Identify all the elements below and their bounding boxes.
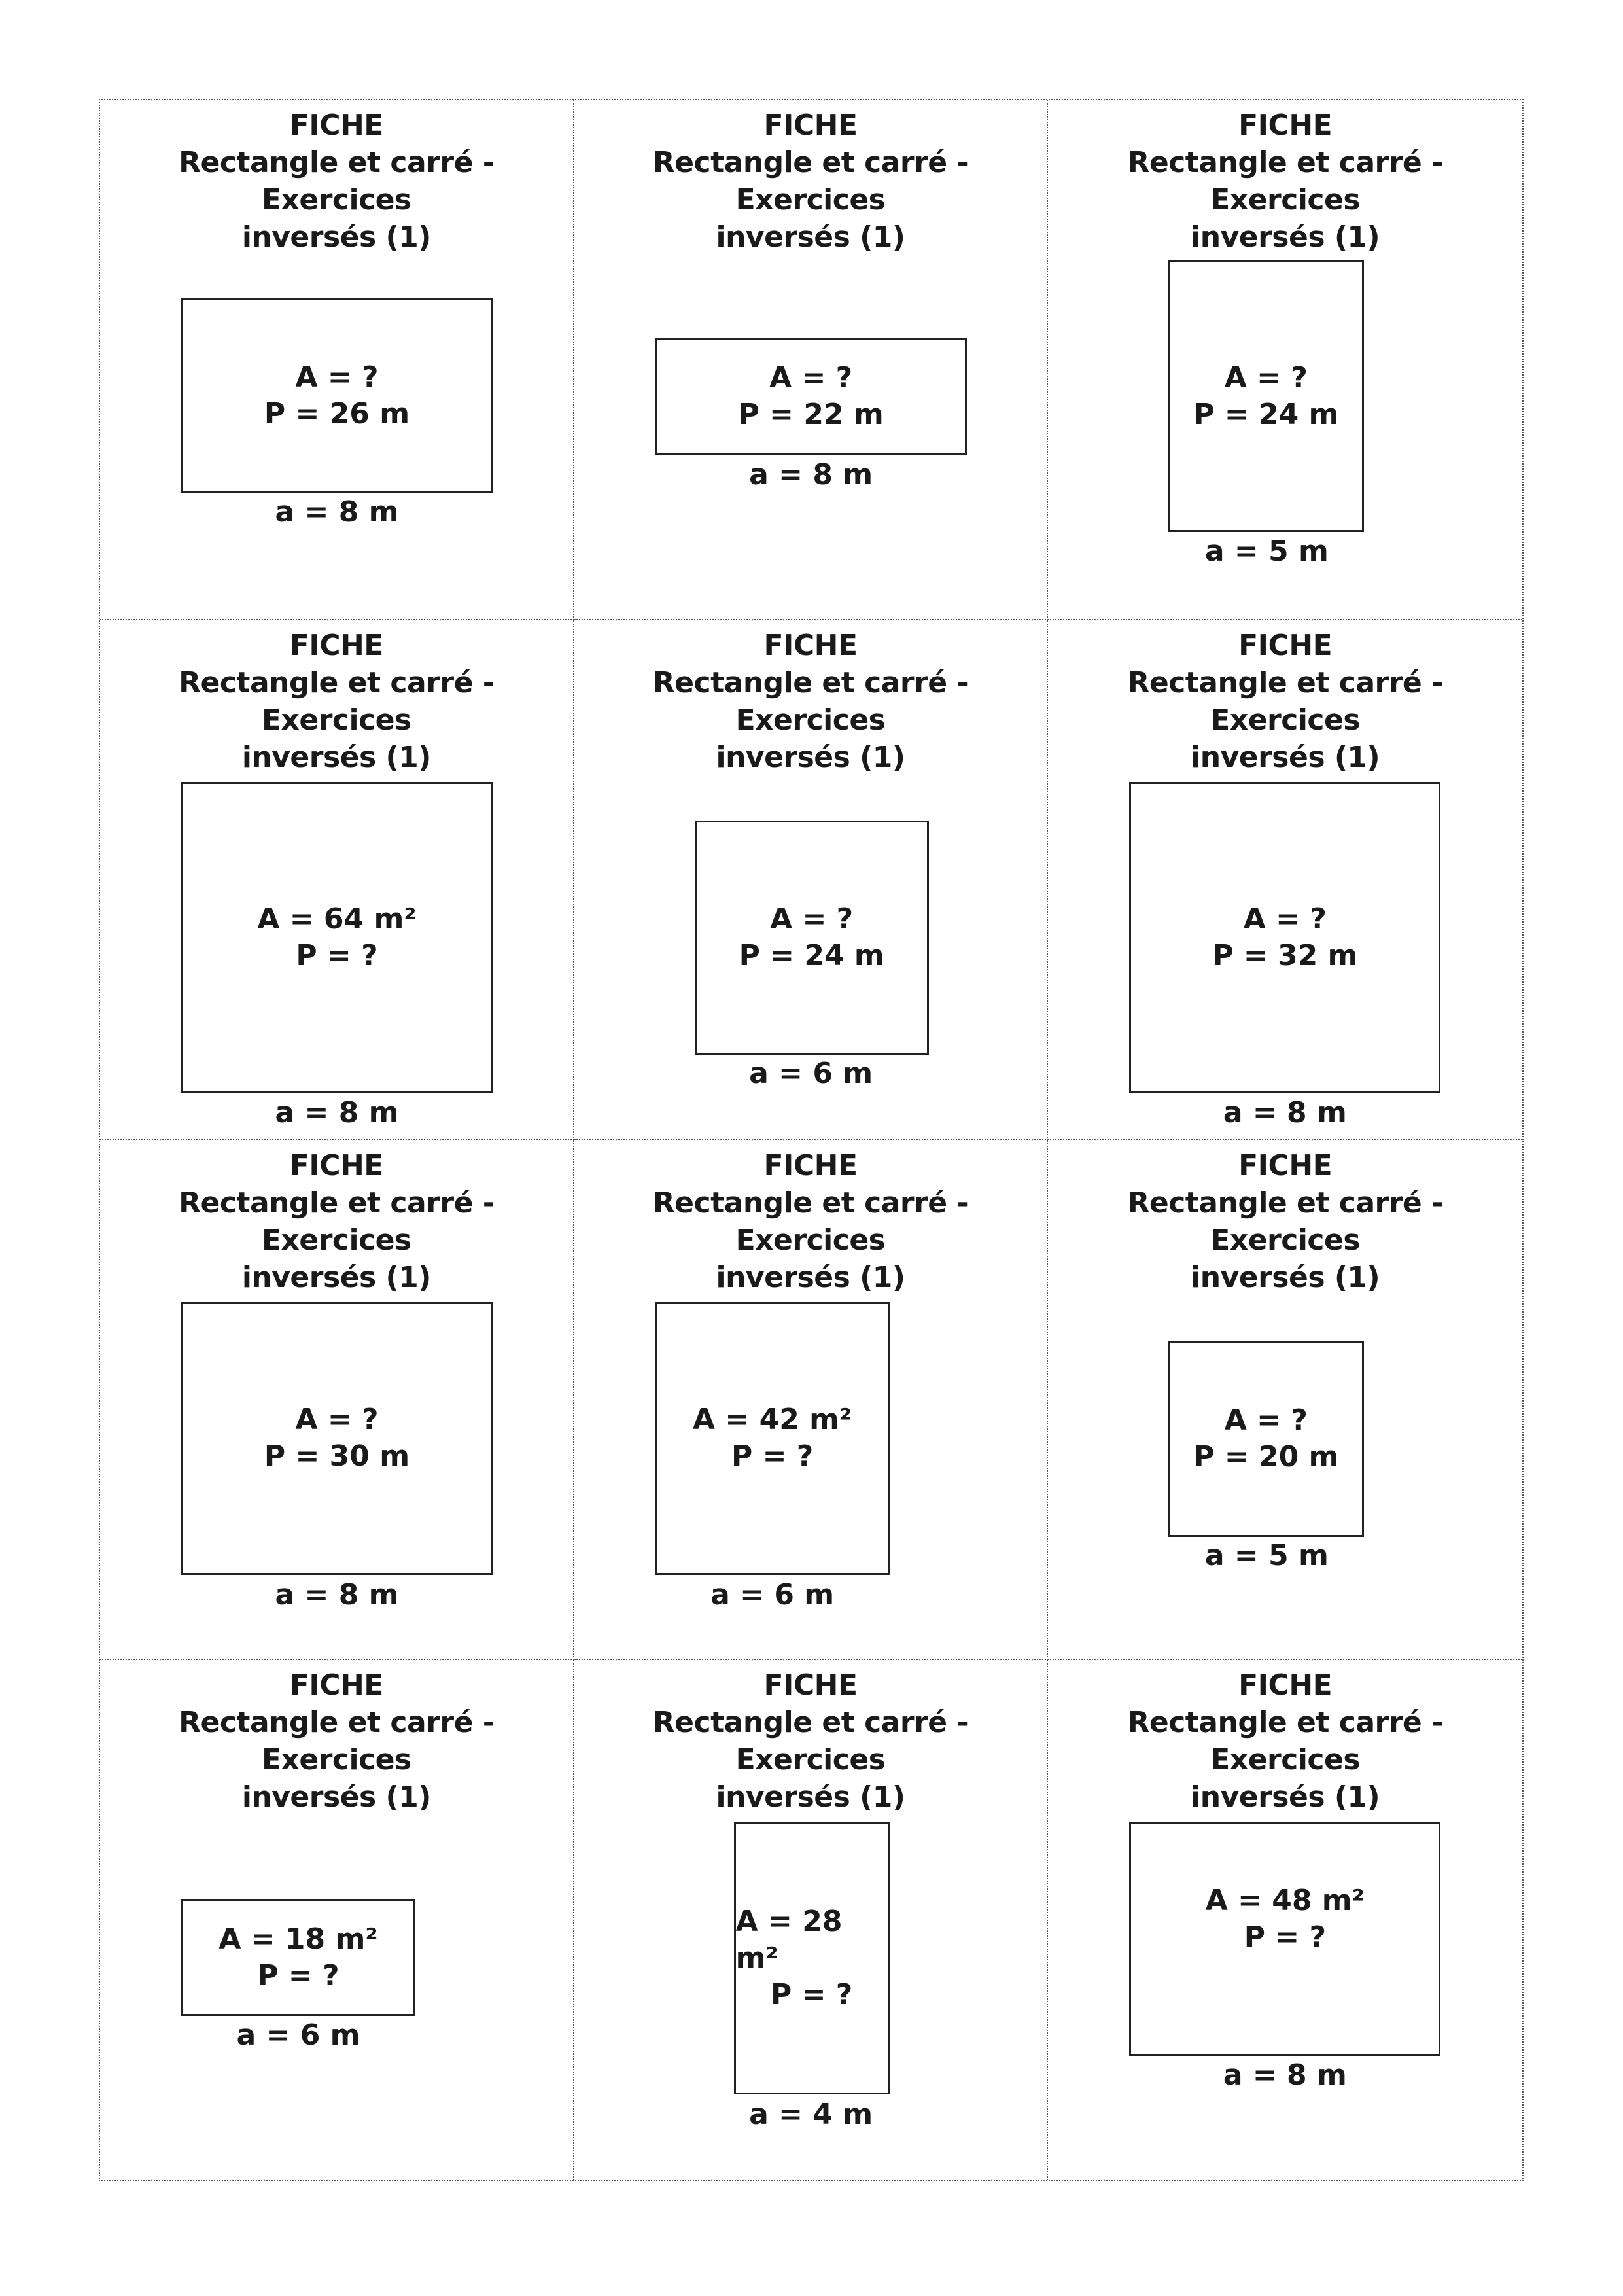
perimeter-label: P = 20 m: [1193, 1439, 1339, 1474]
square-figure: [181, 782, 493, 1093]
side-length-label: a = 6 m: [710, 1578, 835, 1612]
square-figure: [695, 821, 929, 1055]
side-length-label: a = 8 m: [275, 1095, 399, 1129]
rectangle-figure: [181, 1899, 415, 2016]
card-subtitle: Rectangle et carré - Exercices: [179, 1706, 495, 1777]
exercise-card: [100, 620, 574, 1140]
card-title: FICHE: [289, 109, 383, 142]
card-header: [1048, 627, 1522, 776]
card-subtitle: Rectangle et carré - Exercices: [652, 665, 969, 737]
area-label: A = 18 m²: [218, 1922, 378, 1956]
card-title: FICHE: [289, 1148, 383, 1182]
exercise-card: [1048, 1660, 1522, 2180]
perimeter-label: P = ?: [296, 938, 378, 972]
area-label: A = ?: [295, 1403, 379, 1436]
card-subtitle-continued: inversés (1): [241, 740, 431, 774]
rectangle-figure: [181, 1302, 493, 1575]
card-subtitle: Rectangle et carré - Exercices: [179, 665, 495, 737]
rectangle-figure: [1168, 260, 1364, 532]
card-subtitle: Rectangle et carré - Exercices: [652, 1706, 969, 1777]
card-title: FICHE: [289, 628, 383, 662]
card-header: [100, 627, 573, 776]
card-subtitle-continued: inversés (1): [241, 221, 431, 254]
perimeter-label: P = ?: [257, 1958, 340, 1992]
card-subtitle: Rectangle et carré - Exercices: [1127, 1186, 1443, 1257]
card-subtitle-continued: inversés (1): [241, 1780, 431, 1814]
area-label: A = 28 m²: [735, 1904, 843, 1975]
card-title: FICHE: [763, 1148, 858, 1182]
card-subtitle-continued: inversés (1): [1191, 1260, 1380, 1294]
exercise-sheet: [99, 99, 1524, 2181]
card-subtitle-continued: inversés (1): [1191, 221, 1380, 254]
exercise-card: [1048, 620, 1522, 1140]
area-label: A = ?: [1243, 902, 1327, 936]
area-label: A = ?: [1224, 361, 1308, 395]
card-header: [100, 107, 573, 256]
card-subtitle-continued: inversés (1): [241, 1260, 431, 1294]
card-subtitle-continued: inversés (1): [716, 1260, 905, 1294]
card-subtitle-continued: inversés (1): [716, 740, 905, 774]
area-label: A = 42 m²: [693, 1403, 852, 1436]
exercise-card: [100, 1140, 574, 1661]
exercise-card: [574, 620, 1049, 1140]
card-title: FICHE: [763, 628, 858, 662]
card-header: [574, 1667, 1047, 1816]
rectangle-figure: [655, 1302, 890, 1575]
card-header: [1048, 1147, 1522, 1296]
card-title: FICHE: [1238, 109, 1333, 142]
square-figure: [1168, 1341, 1364, 1537]
area-label: A = ?: [1224, 1403, 1308, 1437]
perimeter-label: P = 32 m: [1212, 938, 1358, 972]
side-length-label: a = 4 m: [749, 2098, 873, 2132]
rectangle-figure: [734, 1822, 890, 2094]
area-label: A = ?: [295, 360, 379, 394]
card-title: FICHE: [763, 1669, 858, 1703]
side-length-label: a = 6 m: [749, 1056, 873, 1090]
rectangle-figure: [655, 338, 967, 455]
perimeter-label: P = 30 m: [264, 1439, 410, 1473]
area-label: A = 64 m²: [257, 902, 417, 936]
card-subtitle-continued: inversés (1): [1191, 740, 1380, 774]
card-subtitle-continued: inversés (1): [716, 221, 905, 254]
card-subtitle-continued: inversés (1): [1191, 1780, 1380, 1814]
square-figure: [1129, 782, 1440, 1093]
card-subtitle: Rectangle et carré - Exercices: [652, 1186, 969, 1257]
exercise-card: [1048, 1140, 1522, 1661]
side-length-label: a = 8 m: [1223, 1095, 1347, 1129]
card-subtitle: Rectangle et carré - Exercices: [1127, 1706, 1443, 1777]
card-header: [1048, 107, 1522, 256]
card-header: [100, 1667, 573, 1816]
exercise-card: [574, 1140, 1049, 1661]
card-header: [574, 107, 1047, 256]
card-title: FICHE: [1238, 1148, 1333, 1182]
exercise-card: [574, 1660, 1049, 2180]
card-subtitle: Rectangle et carré - Exercices: [1127, 146, 1443, 217]
card-header: [1048, 1667, 1522, 1816]
exercise-card: [574, 100, 1049, 620]
card-subtitle: Rectangle et carré - Exercices: [179, 1186, 495, 1257]
card-header: [574, 1147, 1047, 1296]
card-title: FICHE: [289, 1669, 383, 1703]
side-length-label: a = 6 m: [236, 2019, 360, 2053]
rectangle-figure: [1129, 1822, 1440, 2056]
exercise-card: [100, 100, 574, 620]
side-length-label: a = 8 m: [749, 458, 873, 491]
card-subtitle-continued: inversés (1): [716, 1780, 905, 1814]
side-length-label: a = 8 m: [1223, 2058, 1347, 2093]
area-label: A = ?: [769, 361, 853, 395]
side-length-label: a = 5 m: [1204, 1538, 1329, 1572]
perimeter-label: P = 24 m: [1193, 397, 1339, 431]
perimeter-label: P = 26 m: [264, 397, 410, 431]
side-length-label: a = 8 m: [275, 1578, 399, 1612]
card-title: FICHE: [1238, 1669, 1333, 1703]
card-header: [574, 627, 1047, 776]
card-subtitle: Rectangle et carré - Exercices: [1127, 665, 1443, 737]
rectangle-figure: [181, 298, 493, 493]
card-subtitle: Rectangle et carré - Exercices: [652, 146, 969, 217]
card-title: FICHE: [763, 109, 858, 142]
perimeter-label: P = ?: [1244, 1920, 1326, 1954]
card-subtitle: Rectangle et carré - Exercices: [179, 146, 495, 217]
card-header: [100, 1147, 573, 1296]
exercise-card: [1048, 100, 1522, 620]
side-length-label: a = 5 m: [1204, 535, 1329, 568]
perimeter-label: P = 24 m: [739, 938, 884, 972]
perimeter-label: P = ?: [771, 1977, 853, 2011]
card-title: FICHE: [1238, 628, 1333, 662]
area-label: A = 48 m²: [1205, 1884, 1365, 1918]
perimeter-label: P = 22 m: [738, 397, 884, 431]
exercise-card: [100, 1660, 574, 2180]
side-length-label: a = 8 m: [275, 495, 399, 529]
perimeter-label: P = ?: [731, 1439, 814, 1473]
area-label: A = ?: [770, 902, 854, 936]
